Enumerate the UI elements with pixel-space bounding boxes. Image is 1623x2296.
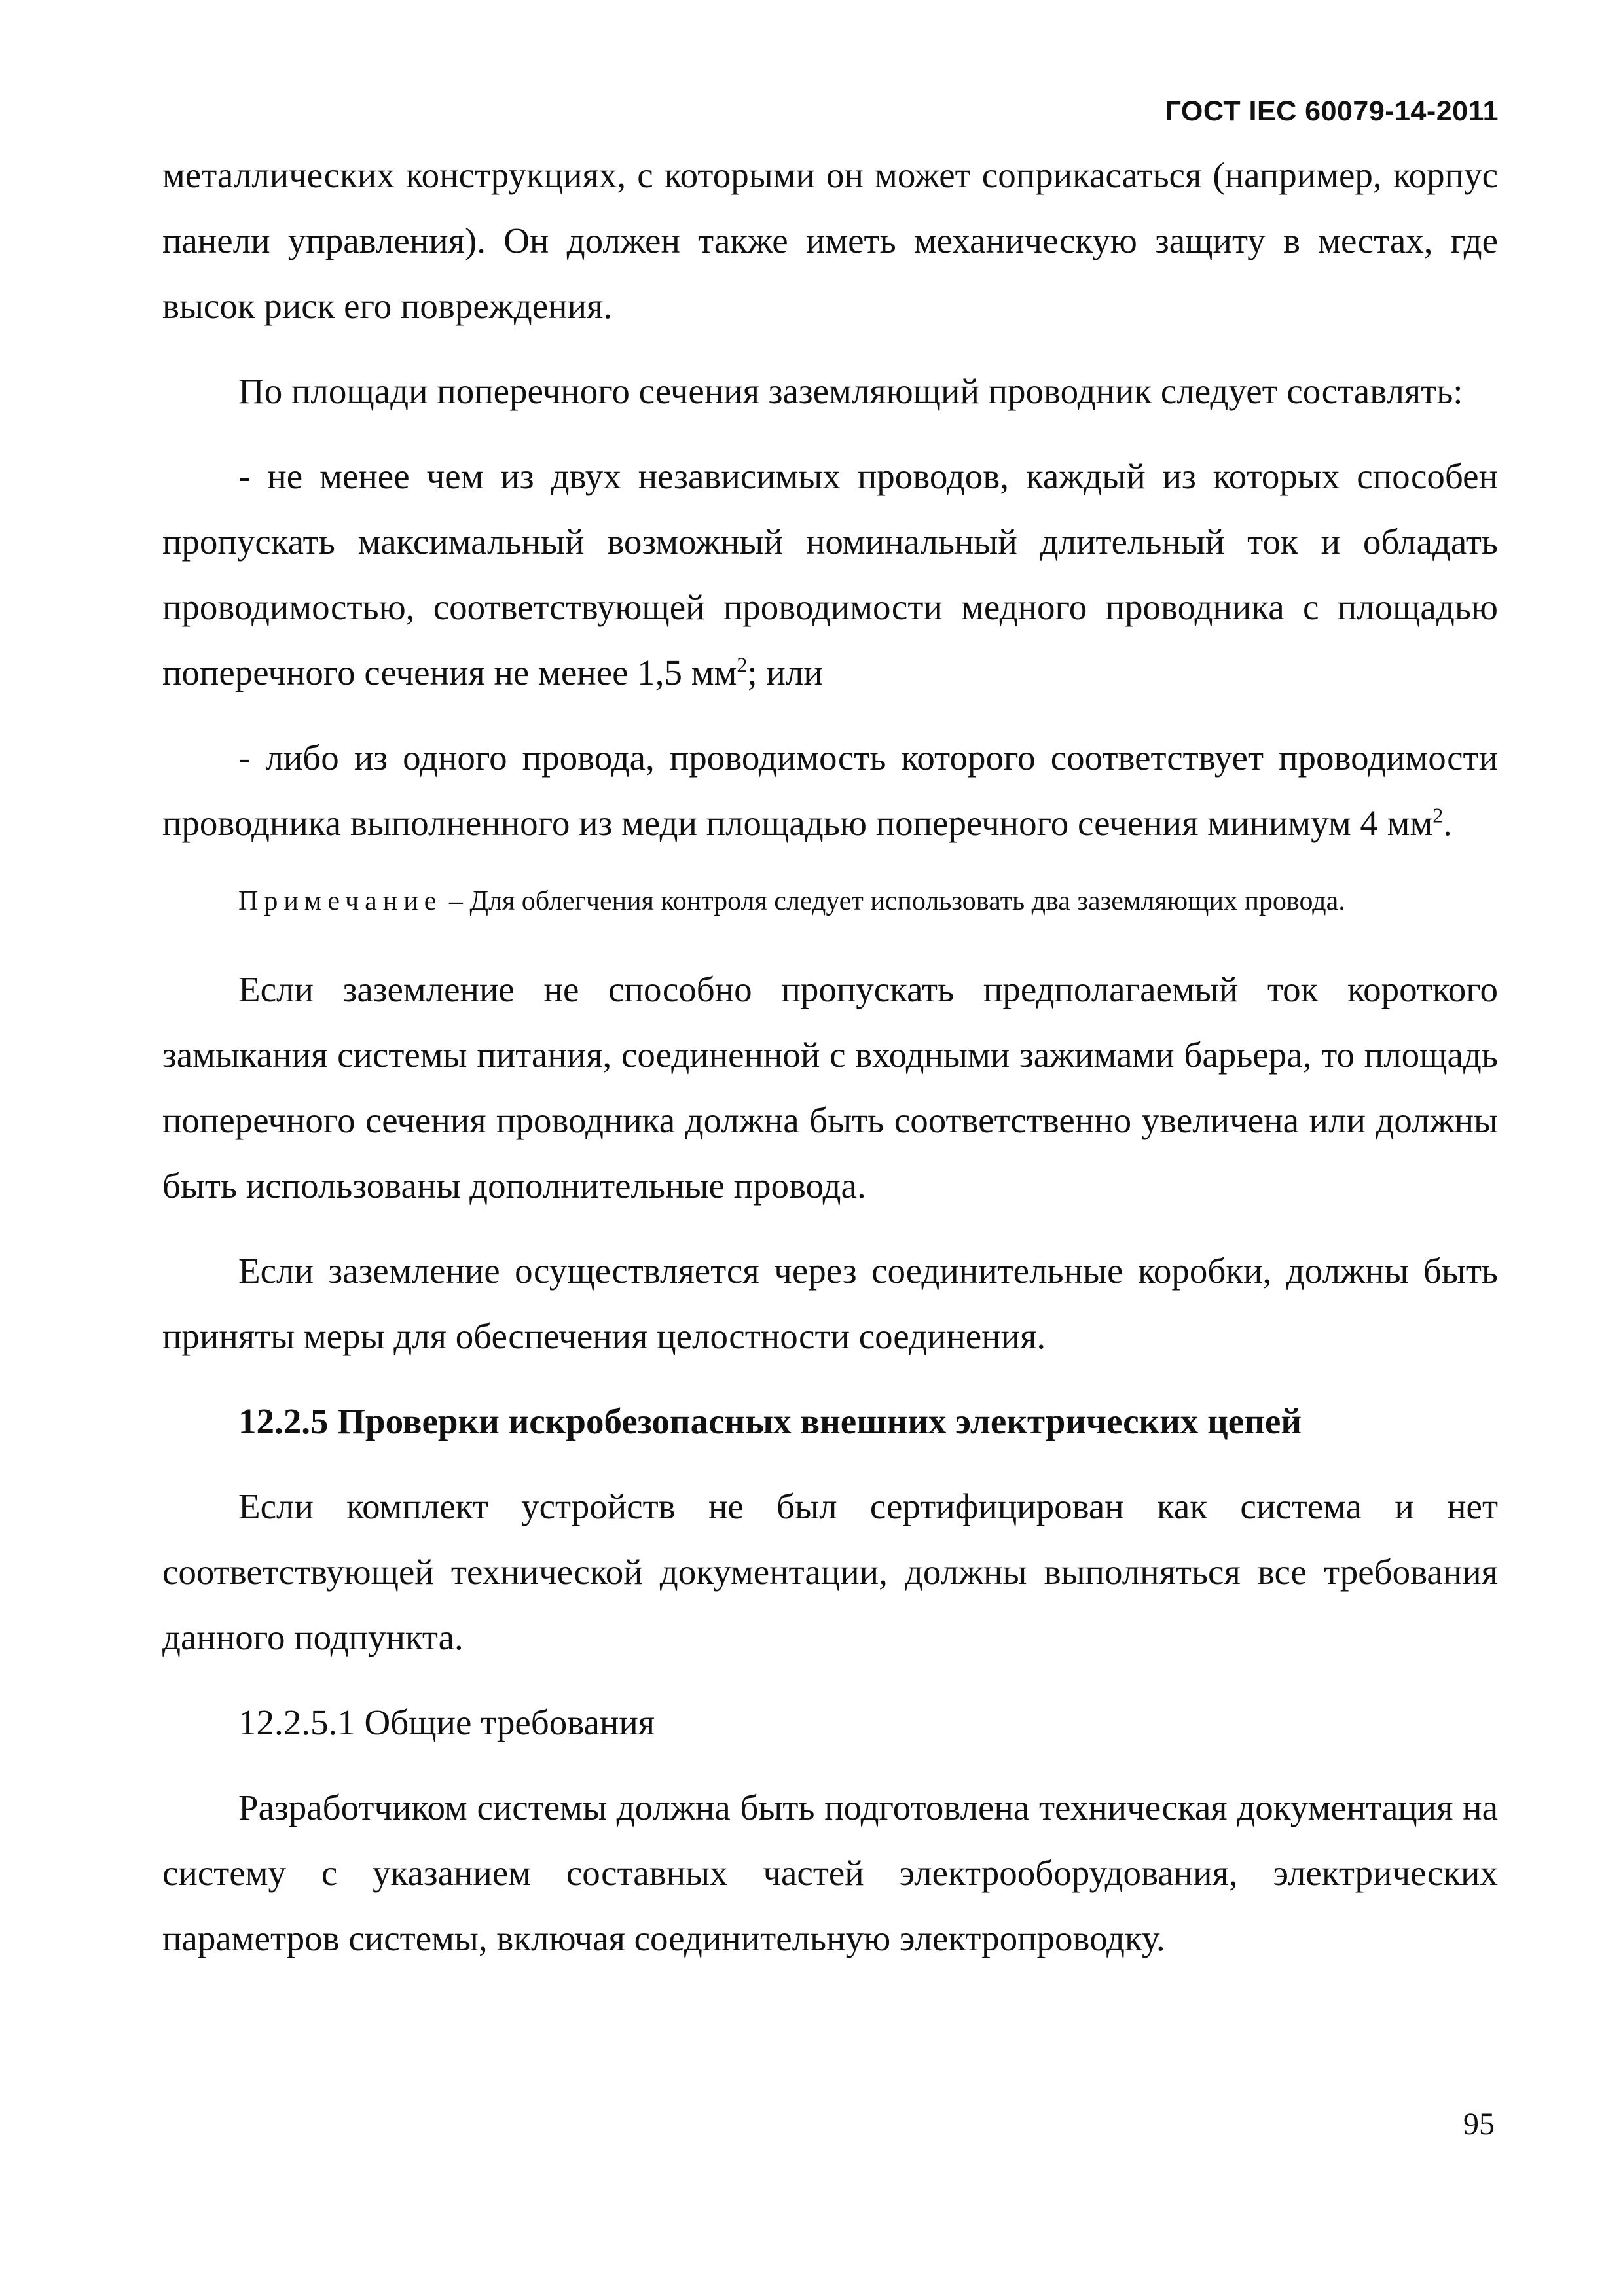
note [162,873,1498,929]
section-heading-12-2-5: 12.2.5 Проверки искробезопасных внешних электрических цепей [238,1401,1302,1441]
paragraph-cross-section: По площади поперечного сечения заземляющий проводник следует составлять: [238,371,1463,411]
list-item-one-wire-text: - либо из одного провода, проводимость которого соответствует проводимости проводника выполненного из меди площадью поперечного сечения минимум 4 мм [162,738,1498,843]
document-header: ГОСТ IEC 60079-14-2011 [1165,96,1499,127]
paragraph-certification: Если комплект устройств не был сертифицирован как система и нет соответствующей технической документации, должны выполняться все требования данного подпункта. [162,1486,1498,1657]
page-body [162,143,1498,1971]
note-label: Примечание [238,886,443,916]
superscript-2: 2 [737,653,748,677]
paragraph-short-circuit: Если заземление не способно пропускать предполагаемый ток короткого замыкания системы питания, соединенной с входными зажимами барьера, то площадь поперечного сечения проводника должна быть соответственно увеличена или должны быть использованы дополнительные провода. [162,969,1498,1206]
paragraph-documentation: Разработчиком системы должна быть подготовлена техническая документация на систему с указанием составных частей электрооборудования, электрических параметров системы, включая соединительную электропроводку. [162,1787,1498,1958]
list-item-one-wire [162,725,1498,856]
paragraph-continued: металлических конструкциях, с которыми он может соприкасаться (например, корпус панели управления). Он должен также иметь механическую защиту в местах, где высок риск его повреждения. [162,155,1498,326]
page-number: 95 [1463,2107,1495,2142]
list-item-two-wires-tail: ; или [747,653,823,692]
list-item-two-wires [162,444,1498,706]
paragraph-junction-boxes: Если заземление осуществляется через соединительные коробки, должны быть приняты меры для обеспечения целостности соединения. [162,1251,1498,1356]
list-item-two-wires-text: - не менее чем из двух независимых проводов, каждый из которых способен пропускать максимальный возможный номинальный длительный ток и обладать проводимостью, соответствующей проводимости медного проводника с площадью поперечного сечения не менее 1,5 мм [162,456,1498,692]
subsection-title-12-2-5-1: 12.2.5.1 Общие требования [238,1702,655,1742]
list-item-one-wire-tail: . [1443,803,1453,843]
superscript-2: 2 [1432,803,1444,827]
note-text: – Для облегчения контроля следует использовать два заземляющих провода. [442,886,1345,916]
